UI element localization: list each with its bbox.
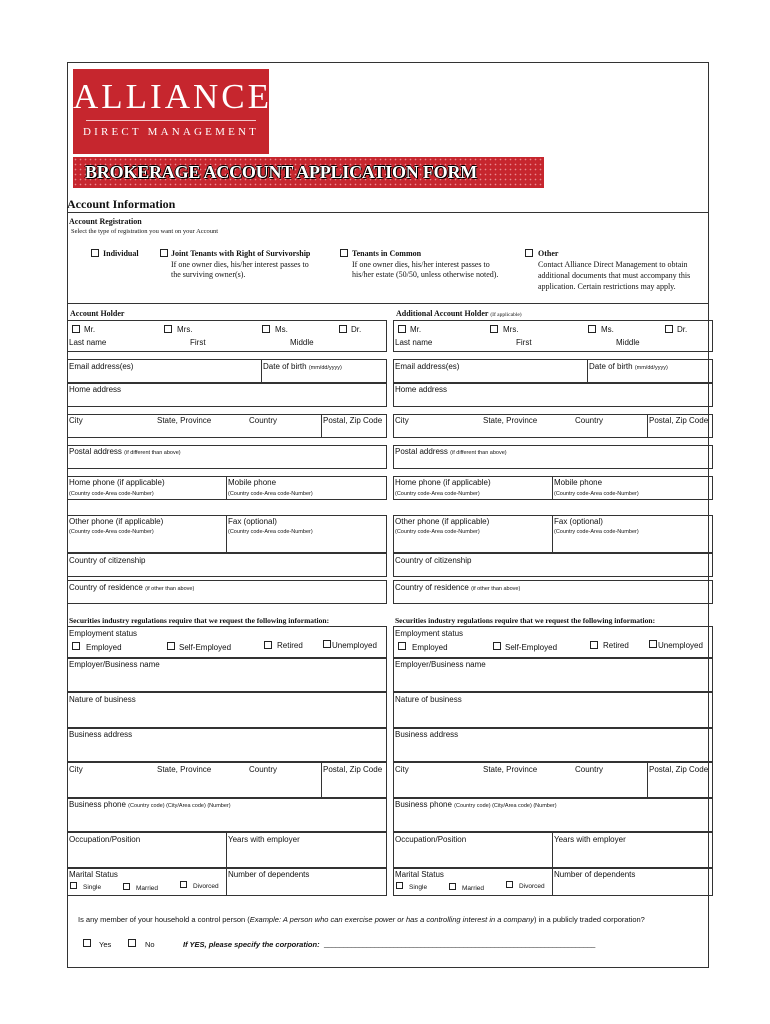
holder-ms-checkbox[interactable] <box>262 325 270 333</box>
control-no-label: No <box>145 940 155 949</box>
additional-holder-employed-label: Employed <box>412 643 448 652</box>
holder-other-phone-label: Other phone (if applicable) <box>69 517 164 526</box>
holder-fax-format: (Country code-Area code-Number) <box>228 529 313 535</box>
holder-mobile-phone-format: (Country code-Area code-Number) <box>228 491 313 497</box>
holder-dr-label: Dr. <box>351 325 362 334</box>
holder-mobile-phone-label: Mobile phone <box>228 478 277 487</box>
additional-holder-regulations-header: Securities industry regulations require that we request the following information: <box>395 616 656 625</box>
additional-holder-employer-label: Employer/Business name <box>395 660 486 669</box>
additional-holder-married-checkbox[interactable] <box>449 883 456 890</box>
specify-corporation-label: If YES, please specify the corporation: <box>183 940 320 949</box>
additional-holder-country-label: Country <box>575 416 604 425</box>
additional-holder-employment-status-label: Employment status <box>395 629 464 638</box>
holder-other-phone-format: (Country code-Area code-Number) <box>69 529 154 535</box>
additional-holder-title: Additional Account Holder (If applicable) <box>396 309 522 318</box>
holder-city-label: City <box>69 416 83 425</box>
holder-single-label: Single <box>83 884 102 891</box>
holder-occupation-label: Occupation/Position <box>69 835 141 844</box>
holder-first-label: First <box>190 338 206 347</box>
joint-tenants-label: Joint Tenants with Right of Survivorship <box>171 249 311 258</box>
additional-holder-dependents-label: Number of dependents <box>554 870 636 879</box>
holder-last-name-label: Last name <box>69 338 107 347</box>
holder-country-label: Country <box>249 416 278 425</box>
tenants-common-desc: If one owner dies, his/her interest passes to <box>352 260 490 269</box>
holder-employed-label: Employed <box>86 643 122 652</box>
holder-email-label: Email address(es) <box>69 362 134 371</box>
additional-holder-single-label: Single <box>409 884 428 891</box>
additional-holder-unemployed-label: Unemployed <box>658 641 703 650</box>
holder-postal-label: Postal, Zip Code <box>323 416 383 425</box>
holder-business-postal-label: Postal, Zip Code <box>323 765 383 774</box>
other-registration-desc: application. Certain restrictions may apply. <box>538 282 676 291</box>
holder-dr-checkbox[interactable] <box>339 325 347 333</box>
holder-self-employed-label: Self-Employed <box>179 643 232 652</box>
specify-corporation-field[interactable]: ______________________________________________________________________ <box>324 939 595 948</box>
additional-holder-home-phone-label: Home phone (if applicable) <box>395 478 491 487</box>
additional-holder-self-employed-label: Self-Employed <box>505 643 558 652</box>
additional-holder-business-state-label: State, Province <box>483 765 538 774</box>
holder-business-country-label: Country <box>249 765 278 774</box>
additional-holder-dr-checkbox[interactable] <box>665 325 673 333</box>
holder-ms-label: Ms. <box>275 325 288 334</box>
additional-holder-citizenship-label: Country of citizenship <box>395 556 472 565</box>
holder-marital-label: Marital Status <box>69 870 118 879</box>
holder-mr-label: Mr. <box>84 325 96 334</box>
additional-holder-divorced-label: Divorced <box>519 883 545 890</box>
holder-dependents-label: Number of dependents <box>228 870 310 879</box>
other-registration-desc: additional documents that must accompany this <box>538 271 691 280</box>
additional-holder-ms-label: Ms. <box>601 325 614 334</box>
holder-single-checkbox[interactable] <box>70 882 77 889</box>
registration-title: Account Registration <box>69 217 142 226</box>
additional-holder-last-name-label: Last name <box>395 338 433 347</box>
additional-holder-other-phone-label: Other phone (if applicable) <box>395 517 490 526</box>
holder-self-employed-checkbox[interactable] <box>167 642 175 650</box>
holder-business-address-label: Business address <box>69 730 133 739</box>
holder-mrs-checkbox[interactable] <box>164 325 172 333</box>
additional-holder-dr-label: Dr. <box>677 325 688 334</box>
account-information-heading: Account Information <box>67 197 176 211</box>
holder-home-phone-label: Home phone (if applicable) <box>69 478 165 487</box>
holder-divorced-checkbox[interactable] <box>180 881 187 888</box>
additional-holder-home-address-label: Home address <box>395 385 448 394</box>
additional-holder-state-label: State, Province <box>483 416 538 425</box>
additional-holder-mobile-phone-label: Mobile phone <box>554 478 603 487</box>
additional-holder-unemployed-checkbox[interactable] <box>649 640 657 648</box>
individual-checkbox[interactable] <box>91 249 99 257</box>
form-title: BROKERAGE ACCOUNT APPLICATION FORM <box>85 162 478 182</box>
other-registration-desc: Contact Alliance Direct Management to obtain <box>538 260 688 269</box>
additional-holder-marital-label: Marital Status <box>395 870 444 879</box>
joint-tenants-checkbox[interactable] <box>160 249 168 257</box>
additional-holder-ms-checkbox[interactable] <box>588 325 596 333</box>
holder-business-phone-label: Business phone (Country code) (City/Area code) (Number) <box>69 800 231 809</box>
control-yes-label: Yes <box>99 940 112 949</box>
holder-state-label: State, Province <box>157 416 212 425</box>
additional-holder-mobile-phone-format: (Country code-Area code-Number) <box>554 491 639 497</box>
additional-holder-middle-label: Middle <box>616 338 640 347</box>
additional-holder-mr-label: Mr. <box>410 325 422 334</box>
holder-mrs-label: Mrs. <box>177 325 193 334</box>
additional-holder-fax-format: (Country code-Area code-Number) <box>554 529 639 535</box>
holder-divorced-label: Divorced <box>193 883 219 890</box>
alliance-logo <box>73 69 272 154</box>
holder-postal-address-label: Postal address (if different than above) <box>69 447 181 456</box>
additional-holder-city-label: City <box>395 416 409 425</box>
other-registration-label: Other <box>538 249 559 258</box>
holder-residence-label: Country of residence (if other than above) <box>69 583 195 592</box>
holder-married-checkbox[interactable] <box>123 883 130 890</box>
additional-holder-years-label: Years with employer <box>554 835 626 844</box>
additional-holder-married-label: Married <box>462 885 485 892</box>
holder-dob-label: Date of birth (mm/dd/yyyy) <box>263 362 342 371</box>
additional-holder-business-country-label: Country <box>575 765 604 774</box>
holder-fax-label: Fax (optional) <box>228 517 277 526</box>
additional-holder-postal-label: Postal, Zip Code <box>649 416 709 425</box>
logo-name: ALLIANCE <box>73 77 272 116</box>
holder-nature-label: Nature of business <box>69 695 136 704</box>
additional-holder-occupation-label: Occupation/Position <box>395 835 467 844</box>
additional-holder-employed-checkbox[interactable] <box>398 642 406 650</box>
other-registration-checkbox[interactable] <box>525 249 533 257</box>
additional-holder-retired-checkbox[interactable] <box>590 641 598 649</box>
additional-holder-dob-label: Date of birth (mm/dd/yyyy) <box>589 362 668 371</box>
additional-holder-divorced-checkbox[interactable] <box>506 881 513 888</box>
holder-employment-status-label: Employment status <box>69 629 138 638</box>
joint-tenants-desc: If one owner dies, his/her interest passes to <box>171 260 309 269</box>
registration-subtitle: Select the type of registration you want on your Account <box>71 228 219 235</box>
additional-holder-business-phone-label: Business phone (Country code) (City/Area code) (Number) <box>395 800 557 809</box>
holder-employer-label: Employer/Business name <box>69 660 160 669</box>
additional-holder-nature-label: Nature of business <box>395 695 462 704</box>
holder-home-phone-format: (Country code-Area code-Number) <box>69 491 154 497</box>
additional-holder-mr-checkbox[interactable] <box>398 325 406 333</box>
control-no-checkbox[interactable] <box>128 939 136 947</box>
individual-label: Individual <box>103 249 139 258</box>
holder-business-city-label: City <box>69 765 83 774</box>
additional-holder-residence-label: Country of residence (if other than above) <box>395 583 521 592</box>
additional-holder-fax-label: Fax (optional) <box>554 517 603 526</box>
tenants-common-label: Tenants in Common <box>352 249 422 258</box>
holder-years-label: Years with employer <box>228 835 300 844</box>
holder-married-label: Married <box>136 885 159 892</box>
holder-retired-label: Retired <box>277 641 303 650</box>
additional-holder-home-phone-format: (Country code-Area code-Number) <box>395 491 480 497</box>
additional-holder-business-postal-label: Postal, Zip Code <box>649 765 709 774</box>
joint-tenants-desc: the surviving owner(s). <box>171 270 246 279</box>
additional-holder-retired-label: Retired <box>603 641 629 650</box>
holder-regulations-header: Securities industry regulations require that we request the following information: <box>69 616 330 625</box>
holder-mr-checkbox[interactable] <box>72 325 80 333</box>
additional-holder-business-city-label: City <box>395 765 409 774</box>
control-yes-checkbox[interactable] <box>83 939 91 947</box>
holder-business-state-label: State, Province <box>157 765 212 774</box>
holder-middle-label: Middle <box>290 338 314 347</box>
additional-holder-business-address-label: Business address <box>395 730 459 739</box>
holder-citizenship-label: Country of citizenship <box>69 556 146 565</box>
additional-holder-single-checkbox[interactable] <box>396 882 403 889</box>
additional-holder-postal-address-label: Postal address (if different than above) <box>395 447 507 456</box>
tenants-common-desc: his/her estate (50/50, unless otherwise noted). <box>352 270 499 279</box>
holder-unemployed-checkbox[interactable] <box>323 640 331 648</box>
additional-holder-mrs-label: Mrs. <box>503 325 519 334</box>
additional-holder-self-employed-checkbox[interactable] <box>493 642 501 650</box>
additional-holder-first-label: First <box>516 338 532 347</box>
logo-tagline: DIRECT MANAGEMENT <box>82 126 260 138</box>
additional-holder-mrs-checkbox[interactable] <box>490 325 498 333</box>
holder-retired-checkbox[interactable] <box>264 641 272 649</box>
holder-unemployed-label: Unemployed <box>332 641 377 650</box>
additional-holder-email-label: Email address(es) <box>395 362 460 371</box>
additional-holder-other-phone-format: (Country code-Area code-Number) <box>395 529 480 535</box>
holder-employed-checkbox[interactable] <box>72 642 80 650</box>
control-person-question: Is any member of your household a control person (Example: A person who can exercise power or has a controlling interest in a company) in a publicly traded corporation? <box>78 915 645 924</box>
holder-home-address-label: Home address <box>69 385 122 394</box>
tenants-common-checkbox[interactable] <box>340 249 348 257</box>
form-title-banner <box>73 157 544 188</box>
account-holder-title: Account Holder <box>70 309 125 318</box>
